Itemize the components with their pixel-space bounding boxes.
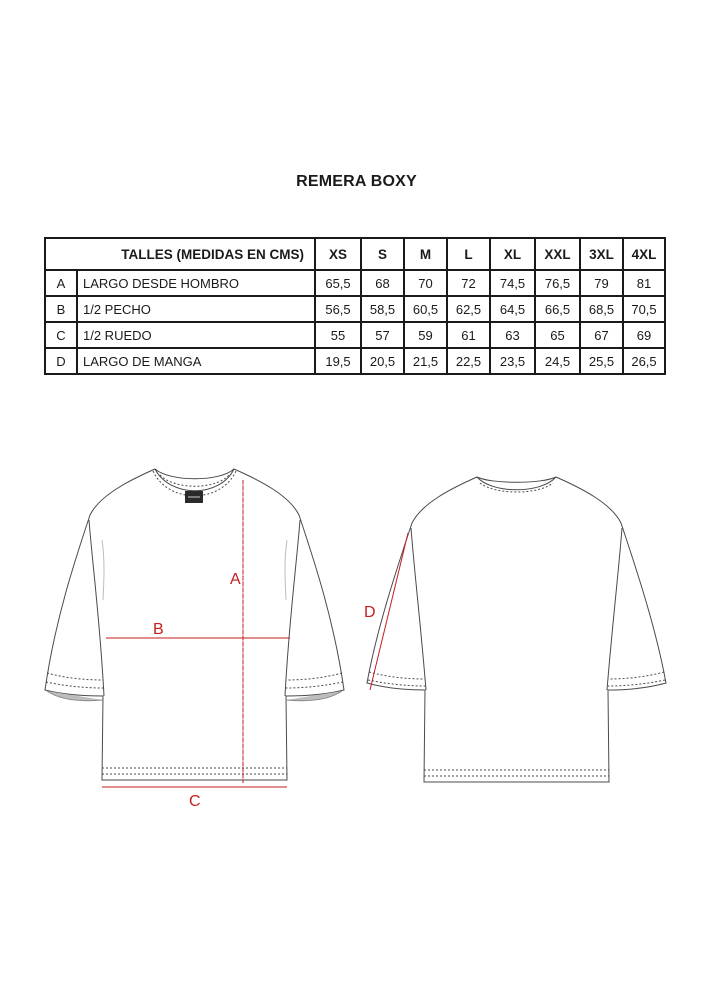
value-cell: 26,5 — [623, 348, 665, 374]
value-cell: 24,5 — [535, 348, 580, 374]
value-cell: 23,5 — [490, 348, 535, 374]
value-cell: 65,5 — [315, 270, 361, 296]
neck-label-icon — [185, 491, 203, 503]
document-title: REMERA BOXY — [296, 173, 417, 190]
row-label: LARGO DESDE HOMBRO — [77, 270, 315, 296]
table-row — [45, 348, 665, 374]
measure-label-c: C — [189, 793, 201, 810]
table-row — [45, 270, 665, 296]
value-cell: 55 — [315, 322, 361, 348]
value-cell: 19,5 — [315, 348, 361, 374]
front-tshirt-drawing — [45, 469, 344, 780]
row-label: LARGO DE MANGA — [77, 348, 315, 374]
value-cell: 81 — [623, 270, 665, 296]
size-header-cell: 4XL — [623, 238, 665, 270]
value-cell: 20,5 — [361, 348, 404, 374]
size-header-cell: XXL — [535, 238, 580, 270]
value-cell: 61 — [447, 322, 490, 348]
value-cell: 60,5 — [404, 296, 447, 322]
value-cell: 74,5 — [490, 270, 535, 296]
value-cell: 57 — [361, 322, 404, 348]
value-cell: 56,5 — [315, 296, 361, 322]
value-cell: 58,5 — [361, 296, 404, 322]
size-table — [44, 237, 666, 375]
table-row — [45, 322, 665, 348]
value-cell: 68,5 — [580, 296, 623, 322]
size-header-cell: S — [361, 238, 404, 270]
row-key: B — [45, 296, 77, 322]
value-cell: 76,5 — [535, 270, 580, 296]
row-key: C — [45, 322, 77, 348]
value-cell: 72 — [447, 270, 490, 296]
measure-label-a: A — [230, 571, 241, 588]
measure-label-d: D — [364, 604, 376, 621]
value-cell: 68 — [361, 270, 404, 296]
size-header-label: TALLES (MEDIDAS EN CMS) — [45, 238, 315, 270]
size-header-cell: XS — [315, 238, 361, 270]
value-cell: 62,5 — [447, 296, 490, 322]
table-row — [45, 296, 665, 322]
row-key: A — [45, 270, 77, 296]
value-cell: 69 — [623, 322, 665, 348]
value-cell: 22,5 — [447, 348, 490, 374]
garment-drawings — [0, 440, 713, 840]
value-cell: 70,5 — [623, 296, 665, 322]
value-cell: 65 — [535, 322, 580, 348]
row-label: 1/2 RUEDO — [77, 322, 315, 348]
value-cell: 66,5 — [535, 296, 580, 322]
value-cell: 25,5 — [580, 348, 623, 374]
size-header-cell: XL — [490, 238, 535, 270]
value-cell: 67 — [580, 322, 623, 348]
size-header-cell: M — [404, 238, 447, 270]
row-label: 1/2 PECHO — [77, 296, 315, 322]
value-cell: 64,5 — [490, 296, 535, 322]
value-cell: 70 — [404, 270, 447, 296]
measure-label-b: B — [153, 621, 164, 638]
value-cell: 63 — [490, 322, 535, 348]
value-cell: 79 — [580, 270, 623, 296]
size-header-cell: L — [447, 238, 490, 270]
size-header-cell: 3XL — [580, 238, 623, 270]
value-cell: 59 — [404, 322, 447, 348]
value-cell: 21,5 — [404, 348, 447, 374]
row-key: D — [45, 348, 77, 374]
back-tshirt-drawing — [367, 477, 666, 782]
size-header-row — [45, 238, 665, 270]
